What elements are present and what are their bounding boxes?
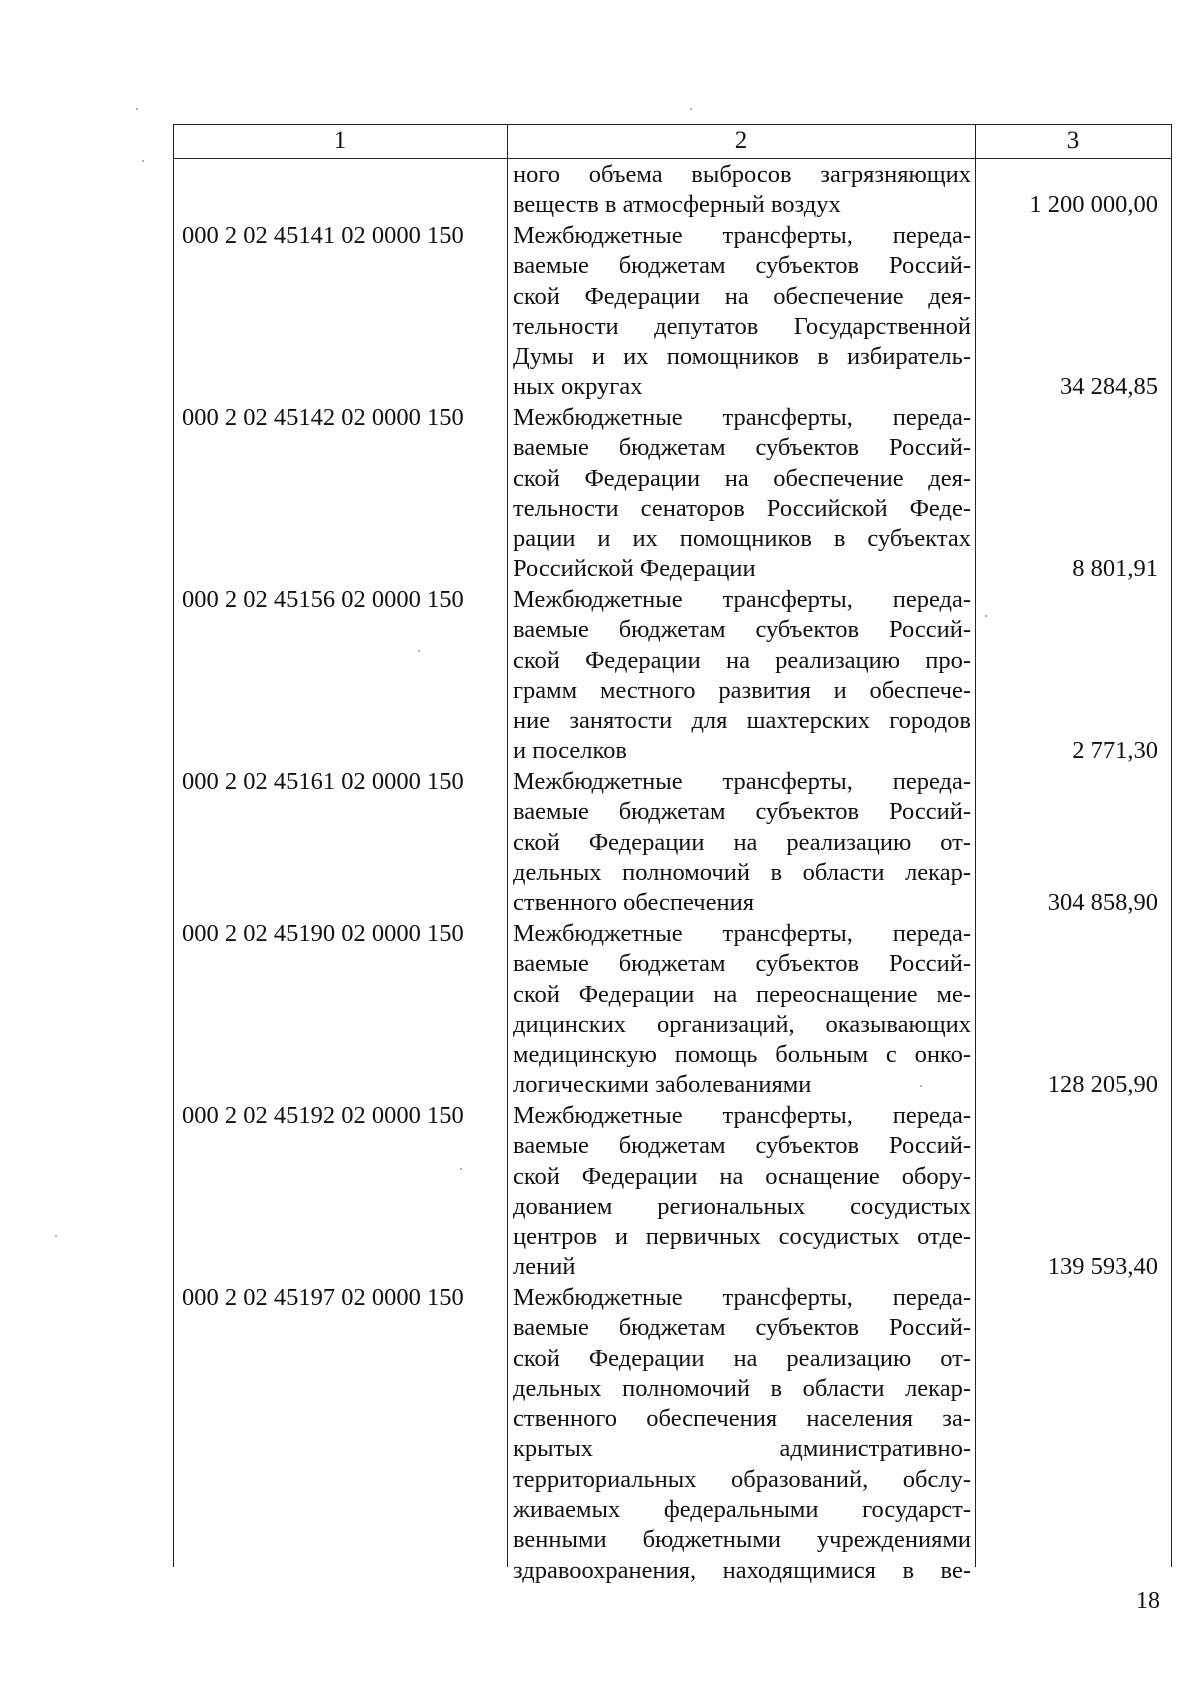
description-line: и поселков xyxy=(513,737,627,765)
budget-code: 000 2 02 45161 02 0000 150 xyxy=(182,768,464,795)
description-line: ской Федерации на реализацию от- xyxy=(513,1344,971,1372)
description-line: ваемые бюджетам субъектов Россий- xyxy=(513,434,971,462)
description-line: медицинскую помощь больным с онко- xyxy=(513,1041,971,1069)
description-line: ской Федерации на реализацию от- xyxy=(513,828,971,856)
description-line: Межбюджетные трансферты, переда- xyxy=(513,1102,971,1129)
description-line: Межбюджетные трансферты, переда- xyxy=(513,586,971,613)
row-amount: 2 771,30 xyxy=(1072,737,1158,764)
table-top-border xyxy=(173,124,1172,125)
description-line: веществ в атмосферный воздух xyxy=(513,191,841,219)
row-amount: 8 801,91 xyxy=(1072,555,1158,582)
description-line: территориальных образований, обслу- xyxy=(513,1465,971,1493)
scan-artifact xyxy=(690,108,692,110)
budget-code: 000 2 02 45197 02 0000 150 xyxy=(182,1284,464,1311)
header-bottom-border xyxy=(173,158,1172,159)
description-line: лений xyxy=(513,1253,576,1281)
scan-artifact xyxy=(460,1168,462,1170)
description-line: дованием региональных сосудистых xyxy=(513,1192,971,1220)
description-line: ской Федерации на реализацию про- xyxy=(513,646,971,674)
budget-code: 000 2 02 45192 02 0000 150 xyxy=(182,1102,464,1129)
row-description xyxy=(513,767,971,918)
description-line: логическими заболеваниями xyxy=(513,1071,812,1099)
row-description xyxy=(513,403,971,585)
description-line: ваемые бюджетам субъектов Россий- xyxy=(513,616,971,644)
row-description xyxy=(513,1101,971,1283)
scan-artifact xyxy=(418,650,420,652)
description-line: Межбюджетные трансферты, переда- xyxy=(513,768,971,795)
description-line: Межбюджетные трансферты, переда- xyxy=(513,404,971,431)
scan-artifact xyxy=(920,1085,922,1087)
description-line: живаемых федеральными государст- xyxy=(513,1496,971,1524)
row-description xyxy=(513,1283,971,1586)
description-line: ской Федерации на переоснащение ме- xyxy=(513,980,971,1008)
description-line: венными бюджетными учреждениями xyxy=(513,1526,971,1554)
description-line: Межбюджетные трансферты, переда- xyxy=(513,222,971,249)
description-line: ственного обеспечения населения за- xyxy=(513,1405,971,1433)
continuation-description xyxy=(513,160,971,221)
description-line: тельности депутатов Государственной xyxy=(513,312,971,340)
row-amount: 139 593,40 xyxy=(1047,1253,1158,1280)
header-col-3: 3 xyxy=(1066,127,1080,154)
description-line: ние занятости для шахтерских городов xyxy=(513,707,971,735)
row-amount: 128 205,90 xyxy=(1047,1071,1158,1098)
header-col-2: 2 xyxy=(734,127,748,154)
description-line: дицинских организаций, оказывающих xyxy=(513,1010,971,1038)
budget-code: 000 2 02 45141 02 0000 150 xyxy=(182,222,464,249)
continuation-amount: 1 200 000,00 xyxy=(1029,191,1158,218)
description-line: ного объема выбросов загрязняющих xyxy=(513,161,971,188)
column-divider-1 xyxy=(507,124,508,1567)
row-amount: 304 858,90 xyxy=(1047,889,1158,916)
description-line: тельности сенаторов Российской Феде- xyxy=(513,494,971,522)
table-left-border xyxy=(173,124,174,1567)
description-line: грамм местного развития и обеспече- xyxy=(513,676,971,704)
description-line: ваемые бюджетам субъектов Россий- xyxy=(513,950,971,978)
description-line: ваемые бюджетам субъектов Россий- xyxy=(513,798,971,826)
description-line: Межбюджетные трансферты, переда- xyxy=(513,1284,971,1311)
description-line: дельных полномочий в области лекар- xyxy=(513,1374,971,1402)
description-line: рации и их помощников в субъектах xyxy=(513,525,971,553)
budget-code: 000 2 02 45142 02 0000 150 xyxy=(182,404,464,431)
description-line: ваемые бюджетам субъектов Россий- xyxy=(513,252,971,280)
description-line: ных округах xyxy=(513,373,643,401)
description-line: ской Федерации на обеспечение дея- xyxy=(513,282,971,310)
description-line: ваемые бюджетам субъектов Россий- xyxy=(513,1314,971,1342)
description-line: ской Федерации на обеспечение дея- xyxy=(513,464,971,492)
description-line: ваемые бюджетам субъектов Россий- xyxy=(513,1132,971,1160)
description-line: Думы и их помощников в избиратель- xyxy=(513,343,971,371)
scan-artifact xyxy=(136,108,138,110)
description-line: ственного обеспечения xyxy=(513,889,754,917)
description-line: дельных полномочий в области лекар- xyxy=(513,858,971,886)
description-line: Межбюджетные трансферты, переда- xyxy=(513,920,971,947)
row-description xyxy=(513,919,971,1101)
column-divider-2 xyxy=(975,124,976,1567)
table-right-border xyxy=(1171,124,1172,1567)
description-line: центров и первичных сосудистых отде- xyxy=(513,1223,971,1251)
budget-code: 000 2 02 45190 02 0000 150 xyxy=(182,920,464,947)
row-amount: 34 284,85 xyxy=(1060,373,1158,400)
scan-artifact xyxy=(985,615,987,617)
description-line: ской Федерации на оснащение обору- xyxy=(513,1162,971,1190)
budget-code: 000 2 02 45156 02 0000 150 xyxy=(182,586,464,613)
scan-artifact xyxy=(55,1235,57,1237)
description-line: крытых административно- xyxy=(513,1435,971,1463)
page-number: 18 xyxy=(1136,1588,1160,1614)
description-line: здравоохранения, находящимися в ве- xyxy=(513,1556,971,1584)
scan-artifact xyxy=(142,160,144,162)
row-description xyxy=(513,585,971,767)
row-description xyxy=(513,221,971,403)
header-col-1: 1 xyxy=(333,127,347,154)
description-line: Российской Федерации xyxy=(513,555,756,583)
